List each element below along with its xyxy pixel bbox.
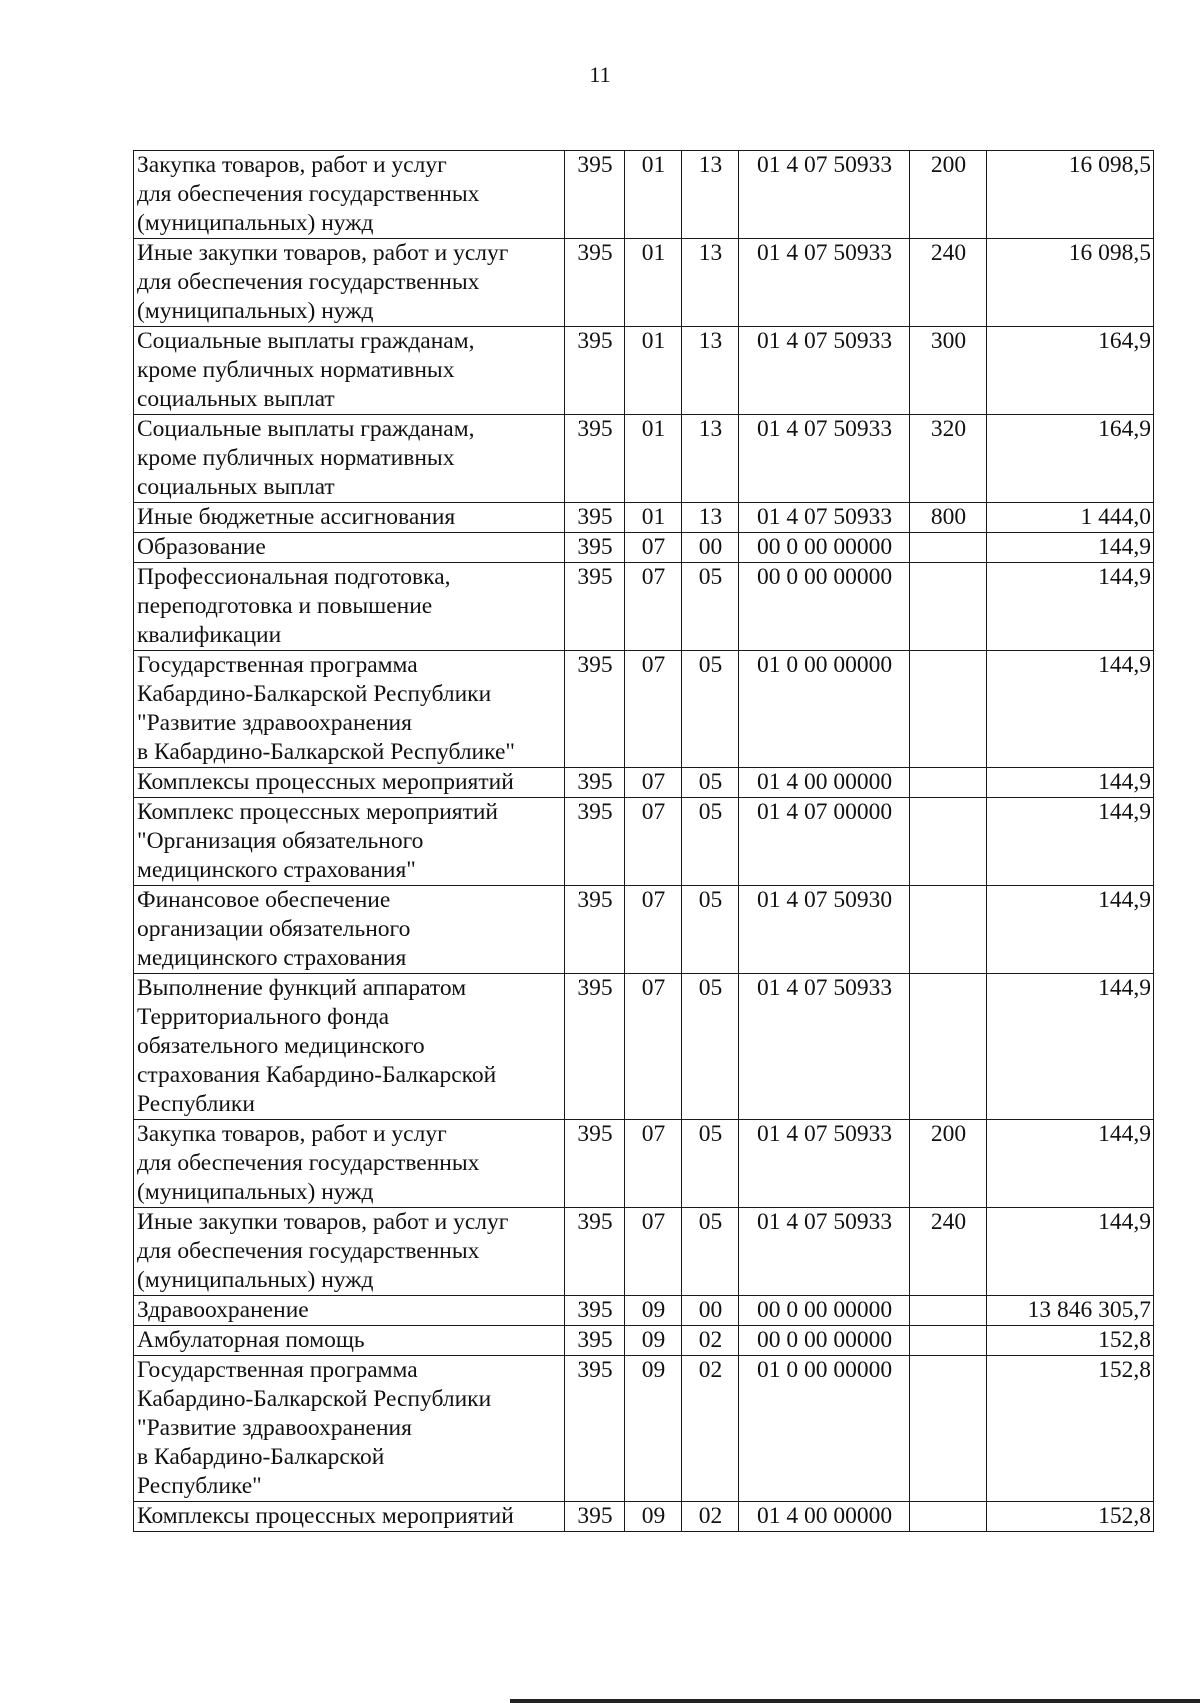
row-name-cell: Образование xyxy=(134,533,565,563)
row-section-cell: 07 xyxy=(625,1120,682,1208)
row-subsection-cell: 05 xyxy=(682,1208,739,1296)
row-section-cell: 01 xyxy=(625,503,682,533)
table-row xyxy=(134,239,1154,327)
row-name-cell: Амбулаторная помощь xyxy=(134,1326,565,1356)
row-target-article-cell: 01 4 07 50933 xyxy=(739,415,910,503)
row-amount-cell: 144,9 xyxy=(987,1208,1154,1296)
row-target-article-cell: 01 4 07 50933 xyxy=(739,151,910,239)
row-admin-code-cell: 395 xyxy=(565,1208,625,1296)
row-admin-code-cell: 395 xyxy=(565,974,625,1120)
scan-edge-line xyxy=(510,1699,1200,1703)
row-expense-type-cell xyxy=(910,886,987,974)
row-section-cell: 07 xyxy=(625,563,682,651)
row-name-cell: Государственная программа Кабардино-Балкарской Республики "Развитие здравоохранения в Кабардино-Балкарской Республике" xyxy=(134,651,565,768)
row-amount-cell: 144,9 xyxy=(987,974,1154,1120)
table-row xyxy=(134,327,1154,415)
row-amount-cell: 144,9 xyxy=(987,886,1154,974)
row-admin-code-cell: 395 xyxy=(565,886,625,974)
row-expense-type-cell: 300 xyxy=(910,327,987,415)
row-expense-type-cell xyxy=(910,1296,987,1326)
row-section-cell: 07 xyxy=(625,798,682,886)
row-target-article-cell: 01 4 07 50930 xyxy=(739,886,910,974)
table-row xyxy=(134,651,1154,768)
row-amount-cell: 144,9 xyxy=(987,798,1154,886)
row-expense-type-cell xyxy=(910,651,987,768)
row-expense-type-cell: 800 xyxy=(910,503,987,533)
table-row xyxy=(134,563,1154,651)
row-subsection-cell: 13 xyxy=(682,151,739,239)
row-target-article-cell: 01 4 07 00000 xyxy=(739,798,910,886)
row-amount-cell: 144,9 xyxy=(987,533,1154,563)
row-name-cell: Комплекс процессных мероприятий "Организация обязательного медицинского страхования" xyxy=(134,798,565,886)
row-admin-code-cell: 395 xyxy=(565,1120,625,1208)
table-row xyxy=(134,415,1154,503)
row-admin-code-cell: 395 xyxy=(565,1356,625,1502)
table-row xyxy=(134,1502,1154,1532)
table-row xyxy=(134,1296,1154,1326)
row-name-cell: Социальные выплаты гражданам, кроме публичных нормативных социальных выплат xyxy=(134,415,565,503)
row-name-cell: Закупка товаров, работ и услуг для обеспечения государственных (муниципальных) нужд xyxy=(134,1120,565,1208)
row-section-cell: 01 xyxy=(625,151,682,239)
row-section-cell: 07 xyxy=(625,974,682,1120)
table-row xyxy=(134,1208,1154,1296)
row-section-cell: 01 xyxy=(625,239,682,327)
row-name-cell: Закупка товаров, работ и услуг для обеспечения государственных (муниципальных) нужд xyxy=(134,151,565,239)
row-amount-cell: 152,8 xyxy=(987,1326,1154,1356)
row-subsection-cell: 05 xyxy=(682,798,739,886)
row-target-article-cell: 01 4 07 50933 xyxy=(739,327,910,415)
row-subsection-cell: 00 xyxy=(682,1296,739,1326)
row-subsection-cell: 05 xyxy=(682,563,739,651)
row-amount-cell: 16 098,5 xyxy=(987,239,1154,327)
row-target-article-cell: 01 0 00 00000 xyxy=(739,651,910,768)
table-row xyxy=(134,1356,1154,1502)
row-admin-code-cell: 395 xyxy=(565,563,625,651)
row-section-cell: 01 xyxy=(625,415,682,503)
row-subsection-cell: 13 xyxy=(682,415,739,503)
row-subsection-cell: 13 xyxy=(682,503,739,533)
row-name-cell: Иные бюджетные ассигнования xyxy=(134,503,565,533)
row-subsection-cell: 02 xyxy=(682,1326,739,1356)
row-admin-code-cell: 395 xyxy=(565,239,625,327)
row-name-cell: Иные закупки товаров, работ и услуг для обеспечения государственных (муниципальных) нужд xyxy=(134,1208,565,1296)
row-subsection-cell: 05 xyxy=(682,768,739,798)
row-section-cell: 09 xyxy=(625,1326,682,1356)
row-expense-type-cell: 240 xyxy=(910,1208,987,1296)
row-subsection-cell: 02 xyxy=(682,1356,739,1502)
row-expense-type-cell: 200 xyxy=(910,1120,987,1208)
table-body xyxy=(134,151,1154,1532)
row-name-cell: Государственная программа Кабардино-Балкарской Республики "Развитие здравоохранения в Кабардино-Балкарской Республике" xyxy=(134,1356,565,1502)
row-target-article-cell: 00 0 00 00000 xyxy=(739,1326,910,1356)
row-section-cell: 07 xyxy=(625,886,682,974)
row-subsection-cell: 00 xyxy=(682,533,739,563)
row-amount-cell: 16 098,5 xyxy=(987,151,1154,239)
table-row xyxy=(134,798,1154,886)
table-row xyxy=(134,1326,1154,1356)
row-section-cell: 01 xyxy=(625,327,682,415)
row-amount-cell: 144,9 xyxy=(987,1120,1154,1208)
row-target-article-cell: 01 4 07 50933 xyxy=(739,1208,910,1296)
row-subsection-cell: 02 xyxy=(682,1502,739,1532)
row-admin-code-cell: 395 xyxy=(565,415,625,503)
row-admin-code-cell: 395 xyxy=(565,533,625,563)
row-expense-type-cell xyxy=(910,1502,987,1532)
table-row xyxy=(134,503,1154,533)
row-name-cell: Выполнение функций аппаратом Территориального фонда обязательного медицинского страхования Кабардино-Балкарской Республики xyxy=(134,974,565,1120)
row-target-article-cell: 01 4 07 50933 xyxy=(739,239,910,327)
row-name-cell: Социальные выплаты гражданам, кроме публичных нормативных социальных выплат xyxy=(134,327,565,415)
row-amount-cell: 164,9 xyxy=(987,415,1154,503)
budget-table xyxy=(133,150,1154,1532)
table-row xyxy=(134,886,1154,974)
row-section-cell: 07 xyxy=(625,1208,682,1296)
row-subsection-cell: 13 xyxy=(682,327,739,415)
row-admin-code-cell: 395 xyxy=(565,651,625,768)
table-row xyxy=(134,768,1154,798)
row-target-article-cell: 00 0 00 00000 xyxy=(739,533,910,563)
row-section-cell: 07 xyxy=(625,651,682,768)
table-row xyxy=(134,151,1154,239)
row-target-article-cell: 01 4 00 00000 xyxy=(739,1502,910,1532)
table-row xyxy=(134,1120,1154,1208)
row-name-cell: Здравоохранение xyxy=(134,1296,565,1326)
row-admin-code-cell: 395 xyxy=(565,798,625,886)
row-target-article-cell: 00 0 00 00000 xyxy=(739,563,910,651)
row-name-cell: Финансовое обеспечение организации обязательного медицинского страхования xyxy=(134,886,565,974)
row-expense-type-cell: 200 xyxy=(910,151,987,239)
row-admin-code-cell: 395 xyxy=(565,1296,625,1326)
row-amount-cell: 152,8 xyxy=(987,1502,1154,1532)
row-section-cell: 09 xyxy=(625,1296,682,1326)
row-target-article-cell: 00 0 00 00000 xyxy=(739,1296,910,1326)
row-amount-cell: 144,9 xyxy=(987,563,1154,651)
row-expense-type-cell xyxy=(910,1326,987,1356)
row-amount-cell: 1 444,0 xyxy=(987,503,1154,533)
row-section-cell: 09 xyxy=(625,1356,682,1502)
row-admin-code-cell: 395 xyxy=(565,503,625,533)
row-amount-cell: 144,9 xyxy=(987,651,1154,768)
row-admin-code-cell: 395 xyxy=(565,768,625,798)
row-target-article-cell: 01 4 00 00000 xyxy=(739,768,910,798)
row-subsection-cell: 05 xyxy=(682,651,739,768)
page-number: 11 xyxy=(589,62,611,87)
row-section-cell: 09 xyxy=(625,1502,682,1532)
row-name-cell: Профессиональная подготовка, переподготовка и повышение квалификации xyxy=(134,563,565,651)
row-amount-cell: 164,9 xyxy=(987,327,1154,415)
row-admin-code-cell: 395 xyxy=(565,327,625,415)
row-admin-code-cell: 395 xyxy=(565,1326,625,1356)
row-section-cell: 07 xyxy=(625,533,682,563)
row-name-cell: Иные закупки товаров, работ и услуг для обеспечения государственных (муниципальных) нужд xyxy=(134,239,565,327)
row-target-article-cell: 01 4 07 50933 xyxy=(739,503,910,533)
table-row xyxy=(134,974,1154,1120)
row-expense-type-cell xyxy=(910,1356,987,1502)
row-expense-type-cell xyxy=(910,798,987,886)
row-section-cell: 07 xyxy=(625,768,682,798)
row-subsection-cell: 05 xyxy=(682,1120,739,1208)
row-amount-cell: 152,8 xyxy=(987,1356,1154,1502)
row-subsection-cell: 05 xyxy=(682,886,739,974)
row-admin-code-cell: 395 xyxy=(565,1502,625,1532)
row-amount-cell: 13 846 305,7 xyxy=(987,1296,1154,1326)
row-target-article-cell: 01 4 07 50933 xyxy=(739,1120,910,1208)
row-target-article-cell: 01 0 00 00000 xyxy=(739,1356,910,1502)
row-subsection-cell: 05 xyxy=(682,974,739,1120)
row-admin-code-cell: 395 xyxy=(565,151,625,239)
row-subsection-cell: 13 xyxy=(682,239,739,327)
row-expense-type-cell xyxy=(910,768,987,798)
row-expense-type-cell: 320 xyxy=(910,415,987,503)
row-name-cell: Комплексы процессных мероприятий xyxy=(134,1502,565,1532)
row-expense-type-cell xyxy=(910,563,987,651)
row-expense-type-cell xyxy=(910,533,987,563)
row-expense-type-cell xyxy=(910,974,987,1120)
table-row xyxy=(134,533,1154,563)
row-amount-cell: 144,9 xyxy=(987,768,1154,798)
row-target-article-cell: 01 4 07 50933 xyxy=(739,974,910,1120)
row-name-cell: Комплексы процессных мероприятий xyxy=(134,768,565,798)
row-expense-type-cell: 240 xyxy=(910,239,987,327)
